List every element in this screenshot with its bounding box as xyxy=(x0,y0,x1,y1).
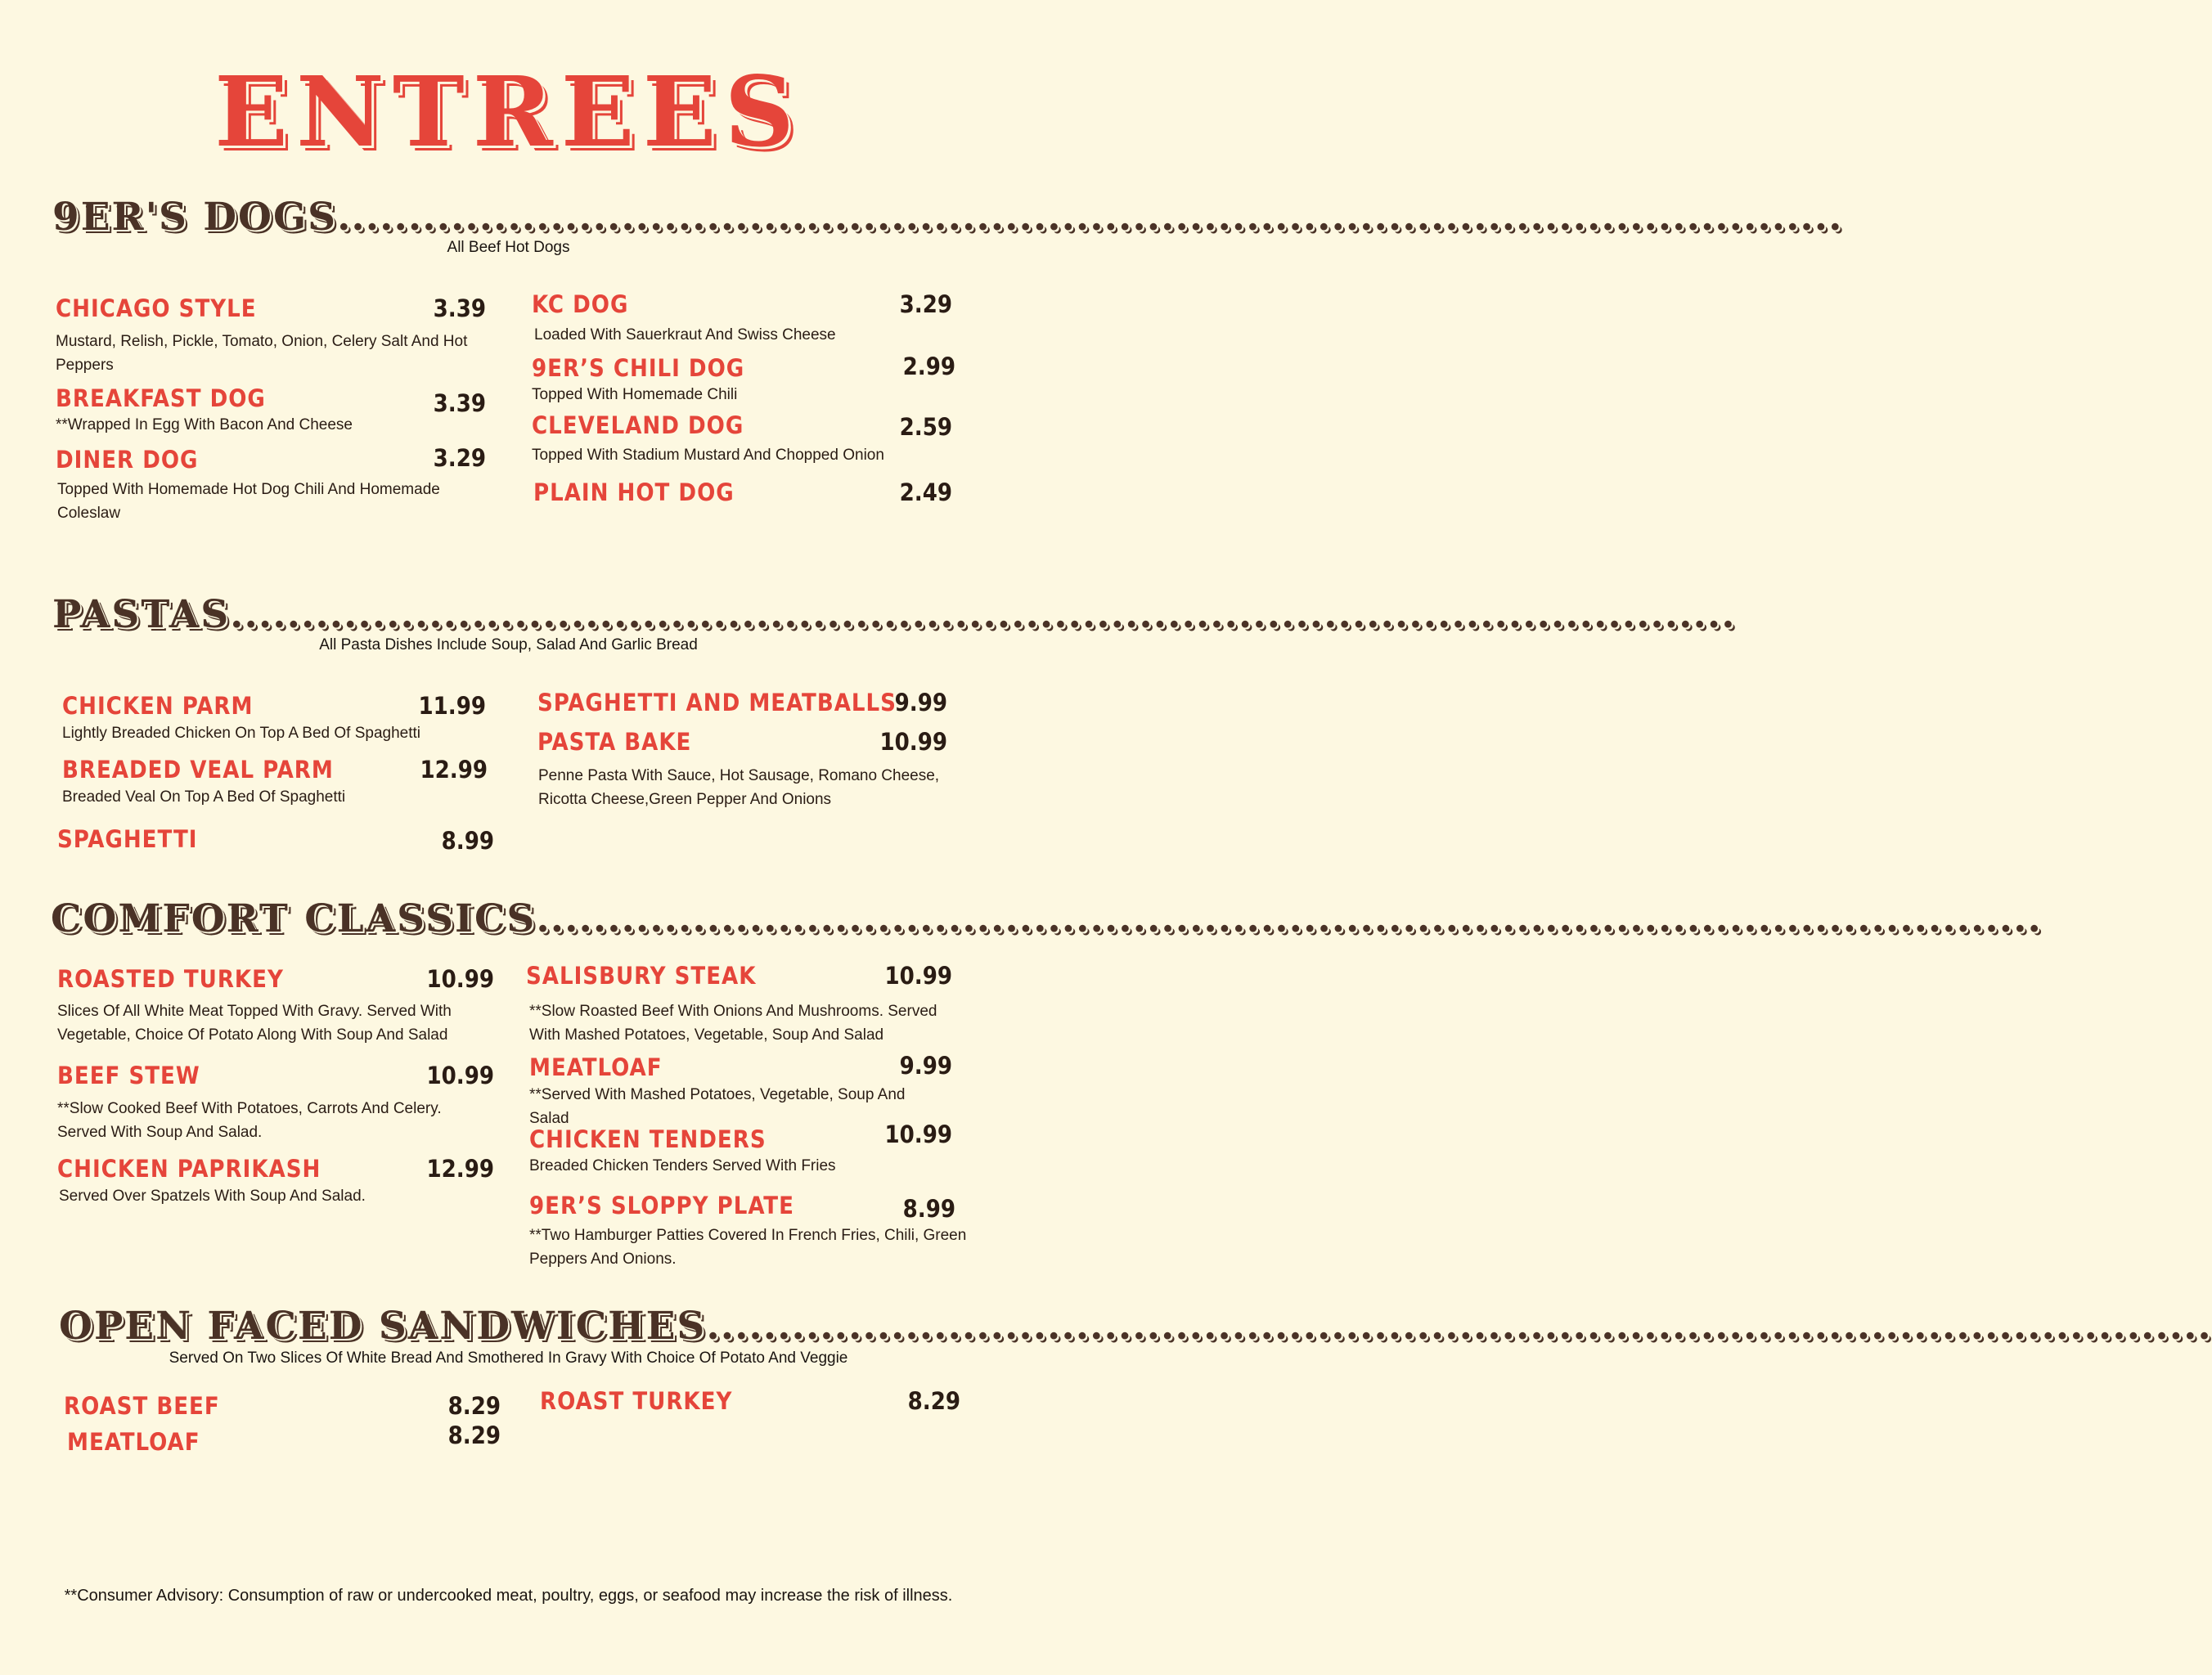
consumer-advisory: **Consumer Advisory: Consumption of raw or undercooked meat, poultry, eggs, or seafood may increase the risk of illness. xyxy=(64,1587,953,1605)
menu-item-desc: Loaded With Sauerkraut And Swiss Cheese xyxy=(534,326,836,344)
menu-item-desc: Topped With Homemade Chili xyxy=(532,386,738,403)
menu-item-name: 9ER’S CHILI DOG xyxy=(532,354,745,382)
menu-item-name: BREADED VEAL PARM xyxy=(62,756,334,784)
menu-item-price: 12.99 xyxy=(426,1155,494,1183)
menu-item-price: 8.29 xyxy=(447,1421,501,1449)
menu-item-name: SPAGHETTI xyxy=(57,825,198,853)
menu-item-name: ROAST TURKEY xyxy=(540,1387,733,1415)
section-heading-label: COMFORT CLASSICS xyxy=(51,896,537,941)
menu-item-price: 8.29 xyxy=(447,1392,501,1420)
menu-item-name: ROAST BEEF xyxy=(64,1392,220,1420)
menu-item-name: CHICKEN PARM xyxy=(62,692,254,720)
menu-item-name: SALISBURY STEAK xyxy=(526,962,757,990)
menu-item-name: ROASTED TURKEY xyxy=(57,965,284,993)
section-heading-label: PASTAS xyxy=(52,592,231,637)
menu-item-name: 9ER’S SLOPPY PLATE xyxy=(529,1192,794,1219)
section-subtitle-sandwiches: Served On Two Slices Of White Bread And Smothered In Gravy With Choice Of Potato And Veggie xyxy=(169,1349,848,1367)
menu-item-name: SPAGHETTI AND MEATBALLS xyxy=(537,689,897,716)
menu-item-price: 2.59 xyxy=(899,413,952,441)
dot-leader: .......................................................................................................... xyxy=(706,1304,2212,1349)
menu-item-desc: Penne Pasta With Sauce, Hot Sausage, Romano Cheese, Ricotta Cheese,Green Pepper And Onions xyxy=(538,767,940,808)
menu-item-name: KC DOG xyxy=(532,290,629,318)
dot-leader: .......................................................................................................... xyxy=(230,592,1736,637)
menu-item-price: 8.99 xyxy=(902,1195,955,1223)
menu-item-name: MEATLOAF xyxy=(67,1428,200,1456)
menu-item-desc: **Two Hamburger Patties Covered In French Fries, Chili, Green Peppers And Onions. xyxy=(529,1227,967,1268)
menu-item-desc: Breaded Chicken Tenders Served With Fries xyxy=(529,1157,836,1174)
menu-item-price: 10.99 xyxy=(884,1120,952,1148)
section-subtitle-pastas: All Pasta Dishes Include Soup, Salad And Garlic Bread xyxy=(319,636,698,653)
menu-item-name: PASTA BAKE xyxy=(537,728,692,756)
menu-item-desc: **Slow Roasted Beef With Onions And Mushrooms. Served With Mashed Potatoes, Vegetable, Soup And Salad xyxy=(529,1003,937,1044)
menu-item-name: CLEVELAND DOG xyxy=(532,411,744,439)
menu-item-price: 10.99 xyxy=(426,965,494,993)
menu-item-price: 10.99 xyxy=(426,1062,494,1089)
menu-item-desc: Served Over Spatzels With Soup And Salad. xyxy=(59,1188,366,1205)
section-heading-dogs xyxy=(52,195,1843,240)
menu-item-price: 9.99 xyxy=(899,1052,952,1080)
menu-item-desc: **Served With Mashed Potatoes, Vegetable, Soup And Salad xyxy=(529,1086,906,1127)
menu-item-desc: **Wrapped In Egg With Bacon And Cheese xyxy=(56,416,353,433)
menu-item-price: 8.29 xyxy=(907,1387,960,1415)
menu-item-price: 3.29 xyxy=(899,290,952,318)
menu-item-name: MEATLOAF xyxy=(529,1053,663,1081)
menu-item-price: 3.39 xyxy=(433,294,486,322)
menu-item-name: DINER DOG xyxy=(56,446,199,474)
menu-item-price: 3.29 xyxy=(433,444,486,472)
dot-leader: .......................................................................................................... xyxy=(536,896,2042,941)
menu-item-desc: Breaded Veal On Top A Bed Of Spaghetti xyxy=(62,788,346,806)
menu-item-price: 2.49 xyxy=(899,478,952,506)
dot-leader: .......................................................................................................... xyxy=(337,195,1843,240)
section-heading-sandwiches xyxy=(59,1304,2212,1349)
menu-item-desc: **Slow Cooked Beef With Potatoes, Carrots And Celery. Served With Soup And Salad. xyxy=(57,1100,442,1141)
section-subtitle-dogs: All Beef Hot Dogs xyxy=(447,239,570,256)
menu-item-name: CHICKEN PAPRIKASH xyxy=(57,1155,321,1183)
section-heading-label: 9ER'S DOGS xyxy=(52,195,338,240)
menu-item-price: 10.99 xyxy=(884,962,952,990)
menu-item-desc: Topped With Homemade Hot Dog Chili And Homemade Coleslaw xyxy=(57,481,440,522)
menu-item-name: BREAKFAST DOG xyxy=(56,384,266,412)
page-title: ENTREES xyxy=(214,55,803,168)
menu-item-price: 8.99 xyxy=(441,827,494,855)
menu-item-price: 10.99 xyxy=(879,728,947,756)
menu-item-desc: Slices Of All White Meat Topped With Gravy. Served With Vegetable, Choice Of Potato Along With Soup And Salad xyxy=(57,1003,452,1044)
menu-item-price: 11.99 xyxy=(418,692,486,720)
section-heading-comfort xyxy=(51,896,2042,941)
menu-item-desc: Mustard, Relish, Pickle, Tomato, Onion, Celery Salt And Hot Peppers xyxy=(56,333,468,374)
section-heading-label: OPEN FACED SANDWICHES xyxy=(59,1304,707,1349)
menu-item-desc: Lightly Breaded Chicken On Top A Bed Of Spaghetti xyxy=(62,725,420,742)
menu-item-name: BEEF STEW xyxy=(57,1062,200,1089)
menu-item-name: CHICKEN TENDERS xyxy=(529,1125,767,1153)
section-heading-pastas xyxy=(52,592,1736,637)
menu-item-name: PLAIN HOT DOG xyxy=(533,478,735,506)
menu-item-price: 3.39 xyxy=(433,389,486,417)
menu-item-desc: Topped With Stadium Mustard And Chopped Onion xyxy=(532,447,884,464)
menu-item-price: 12.99 xyxy=(420,756,488,784)
menu-item-name: CHICAGO STYLE xyxy=(56,294,257,322)
menu-item-price: 2.99 xyxy=(902,353,955,380)
menu-item-price: 9.99 xyxy=(894,689,947,716)
